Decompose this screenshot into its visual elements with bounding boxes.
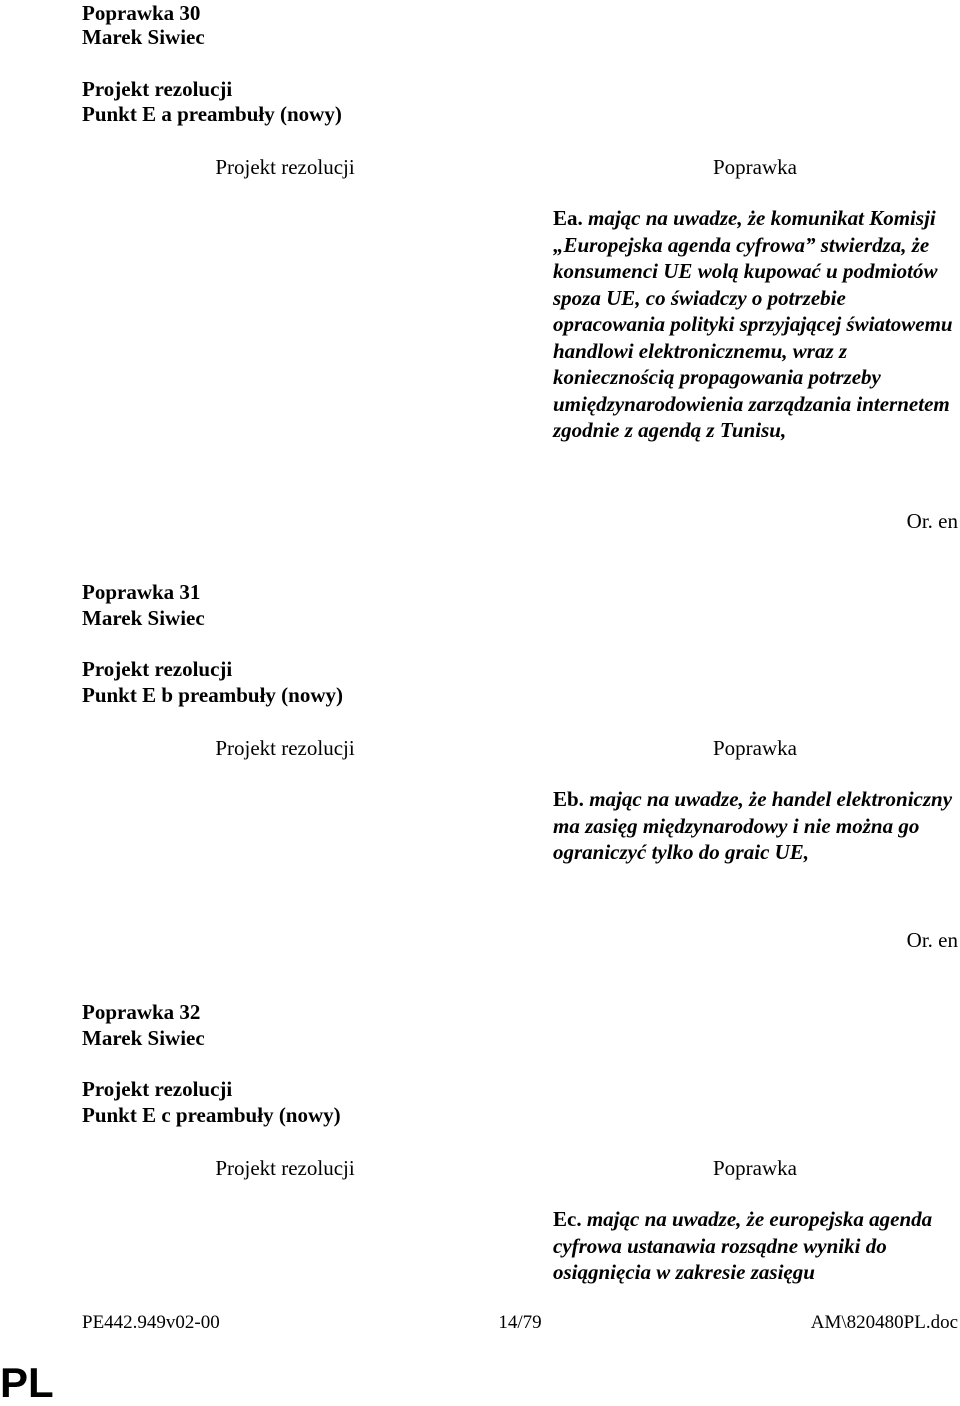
footer-filename: AM\820480PL.doc (810, 1312, 958, 1333)
amendment-32-body: mając na uwadze, że europejska agenda cyfrowa ustanawia rozsądne wyniki do osiągnięcia w zakresie zasięgu (553, 1207, 933, 1284)
footer-page-number: 14/79 (498, 1312, 542, 1333)
amendment-32-point: Punkt E c preambuły (nowy) (82, 1103, 341, 1127)
amendment-30-text (553, 205, 958, 444)
amendment-32-title: Poprawka 32 (82, 1000, 201, 1024)
amendment-30-lead: Ea. (553, 206, 583, 230)
amendment-30-title: Poprawka 30 (82, 1, 201, 25)
amendment-32-col-right: Poprawka (713, 1156, 797, 1180)
amendment-31-col-right: Poprawka (713, 736, 797, 760)
amendment-31-text (553, 786, 958, 866)
amendment-30-col-left: Projekt rezolucji (215, 155, 355, 179)
amendment-30-doc: Projekt rezolucji (82, 77, 233, 101)
amendment-30-author: Marek Siwiec (82, 25, 205, 49)
amendment-31-author: Marek Siwiec (82, 606, 205, 630)
amendment-32-author: Marek Siwiec (82, 1026, 205, 1050)
amendment-31-doc: Projekt rezolucji (82, 657, 233, 681)
amendment-30-col-right: Poprawka (713, 155, 797, 179)
amendment-32-col-left: Projekt rezolucji (215, 1156, 355, 1180)
amendment-32-doc: Projekt rezolucji (82, 1077, 233, 1101)
amendment-30-original-language: Or. en (906, 509, 958, 533)
amendment-30-point: Punkt E a preambuły (nowy) (82, 102, 342, 126)
amendment-30-body: mając na uwadze, że komunikat Komisji „Europejska agenda cyfrowa” stwierdza, że konsumenci UE wolą kupować u podmiotów spoza UE, co świadczy o potrzebie opracowania polityki sprzyjającej światowemu handlowi elektronicznemu, wraz z koniecznością propagowania potrzeby umiędzynarodowienia zarządzania internetem zgodnie z agendą z Tunisu, (553, 206, 953, 442)
amendment-32-lead: Ec. (553, 1207, 582, 1231)
amendment-31-col-left: Projekt rezolucji (215, 736, 355, 760)
amendment-31-point: Punkt E b preambuły (nowy) (82, 683, 344, 707)
amendment-32-text (553, 1206, 958, 1286)
amendment-31-lead: Eb. (553, 787, 584, 811)
amendment-31-title: Poprawka 31 (82, 580, 201, 604)
amendment-31-body: mając na uwadze, że handel elektroniczny ma zasięg międzynarodowy i nie można go ograniczyć tylko do graic UE, (553, 787, 953, 864)
amendment-31-original-language: Or. en (906, 928, 958, 952)
footer-reference: PE442.949v02-00 (82, 1312, 220, 1333)
language-code: PL (0, 1359, 54, 1406)
